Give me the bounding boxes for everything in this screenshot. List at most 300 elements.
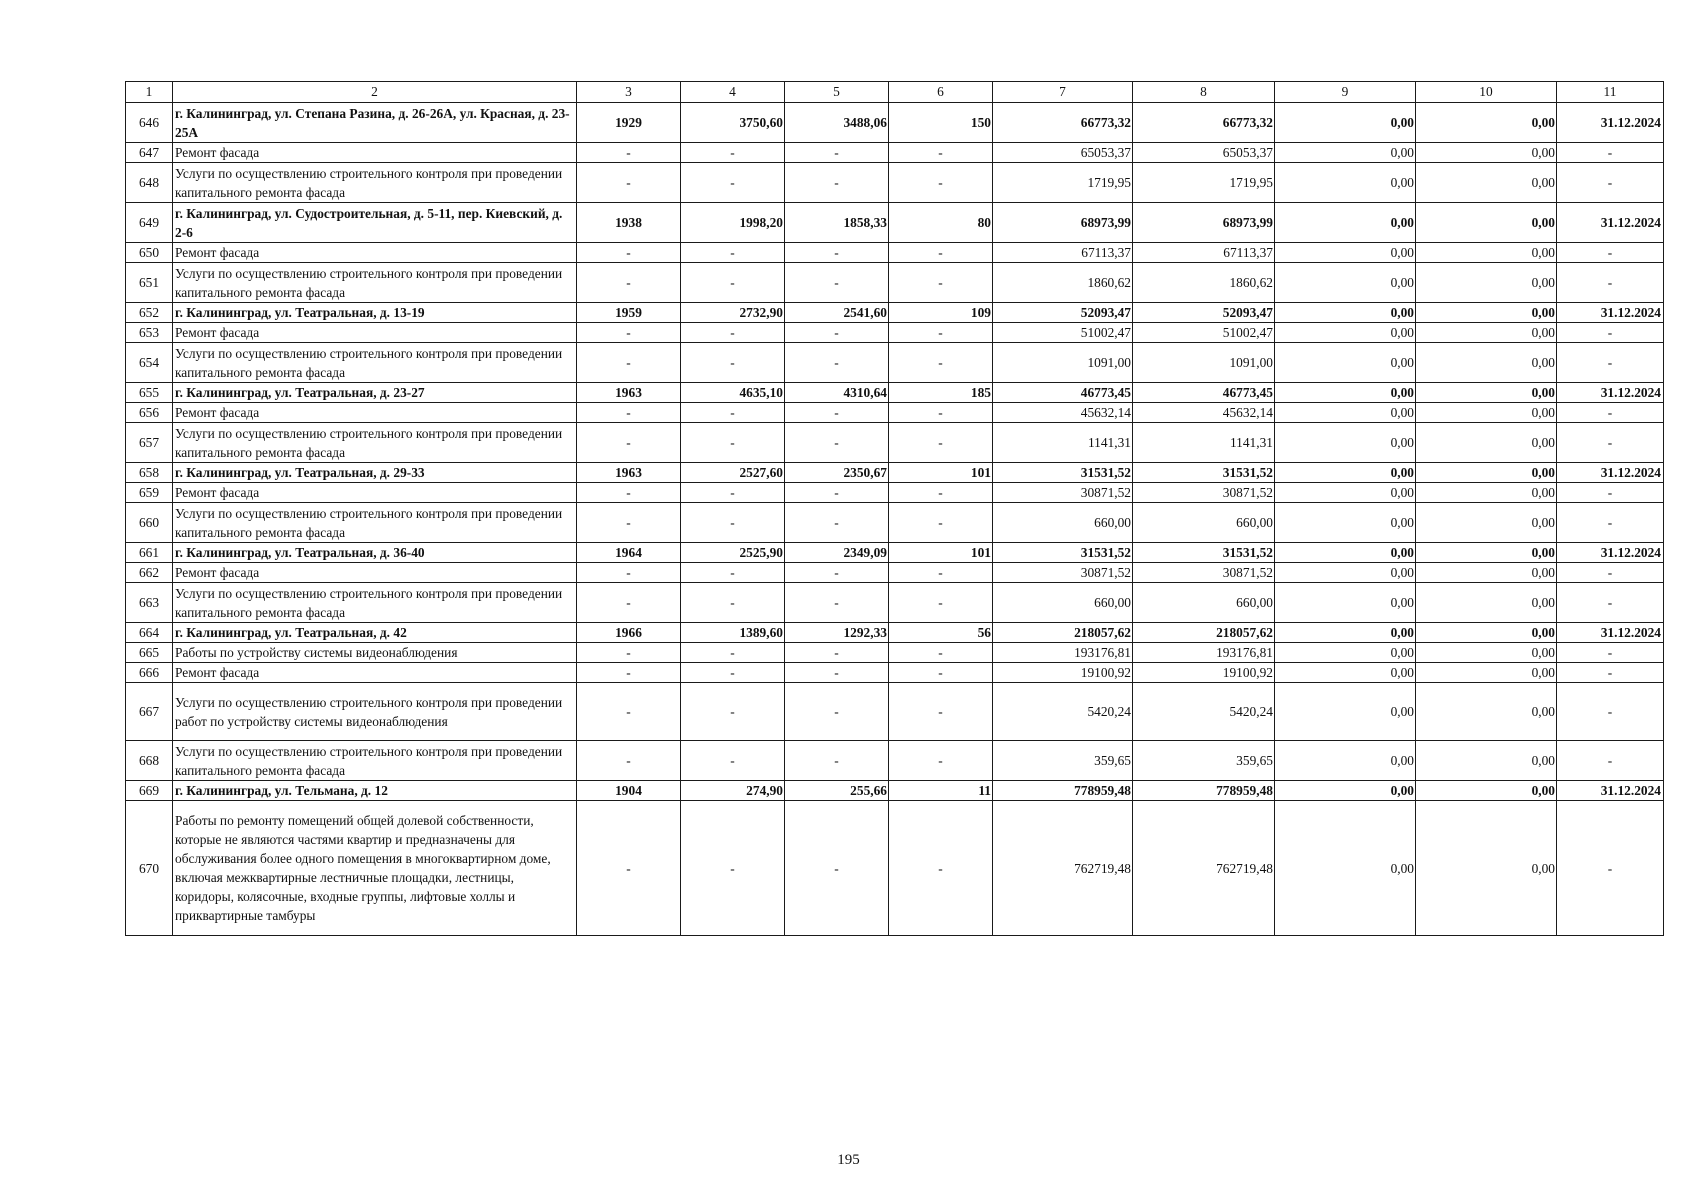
value-cell: 762719,48: [1133, 801, 1275, 936]
address-cell: г. Калининград, ул. Театральная, д. 13-19: [173, 303, 577, 323]
build-year-cell: 1963: [577, 463, 681, 483]
value-cell: 1719,95: [993, 163, 1133, 203]
table-row-work: [126, 343, 1664, 383]
build-year-cell: -: [577, 583, 681, 623]
value-cell: 0,00: [1275, 643, 1416, 663]
completion-date-cell: 31.12.2024: [1557, 103, 1664, 143]
value-cell: -: [785, 143, 889, 163]
build-year-cell: 1929: [577, 103, 681, 143]
value-cell: 1141,31: [1133, 423, 1275, 463]
completion-date-cell: 31.12.2024: [1557, 383, 1664, 403]
row-number-cell: 647: [126, 143, 173, 163]
value-cell: -: [681, 563, 785, 583]
value-cell: 31531,52: [993, 463, 1133, 483]
work-description-cell: Ремонт фасада: [173, 243, 577, 263]
value-cell: -: [889, 643, 993, 663]
column-header: 3: [577, 82, 681, 103]
value-cell: 3750,60: [681, 103, 785, 143]
value-cell: 0,00: [1275, 143, 1416, 163]
value-cell: 4310,64: [785, 383, 889, 403]
value-cell: -: [889, 423, 993, 463]
build-year-cell: 1966: [577, 623, 681, 643]
value-cell: -: [681, 741, 785, 781]
column-header: 10: [1416, 82, 1557, 103]
value-cell: 150: [889, 103, 993, 143]
table-row-work: [126, 263, 1664, 303]
completion-date-cell: -: [1557, 403, 1664, 423]
value-cell: -: [785, 403, 889, 423]
value-cell: 0,00: [1416, 781, 1557, 801]
completion-date-cell: -: [1557, 483, 1664, 503]
value-cell: -: [785, 503, 889, 543]
work-description-cell: Ремонт фасада: [173, 323, 577, 343]
value-cell: 30871,52: [993, 563, 1133, 583]
value-cell: -: [889, 683, 993, 741]
row-number-cell: 651: [126, 263, 173, 303]
value-cell: -: [681, 683, 785, 741]
value-cell: -: [785, 643, 889, 663]
value-cell: 2732,90: [681, 303, 785, 323]
table-row-address: [126, 781, 1664, 801]
value-cell: -: [785, 163, 889, 203]
value-cell: 109: [889, 303, 993, 323]
row-number-cell: 662: [126, 563, 173, 583]
value-cell: 0,00: [1416, 263, 1557, 303]
work-description-cell: Ремонт фасада: [173, 483, 577, 503]
value-cell: 0,00: [1275, 423, 1416, 463]
value-cell: -: [681, 663, 785, 683]
value-cell: -: [785, 323, 889, 343]
value-cell: 45632,14: [993, 403, 1133, 423]
column-header: 11: [1557, 82, 1664, 103]
value-cell: 1292,33: [785, 623, 889, 643]
value-cell: -: [681, 423, 785, 463]
value-cell: 0,00: [1275, 463, 1416, 483]
value-cell: 67113,37: [1133, 243, 1275, 263]
value-cell: -: [889, 503, 993, 543]
table-row-work: [126, 143, 1664, 163]
value-cell: -: [785, 343, 889, 383]
build-year-cell: -: [577, 483, 681, 503]
value-cell: 1998,20: [681, 203, 785, 243]
column-number-header-row: [126, 82, 1664, 103]
work-description-cell: Ремонт фасада: [173, 563, 577, 583]
build-year-cell: -: [577, 663, 681, 683]
value-cell: 19100,92: [993, 663, 1133, 683]
table-row-work: [126, 423, 1664, 463]
table-row-work: [126, 243, 1664, 263]
column-header: 2: [173, 82, 577, 103]
value-cell: 46773,45: [1133, 383, 1275, 403]
value-cell: 65053,37: [1133, 143, 1275, 163]
value-cell: -: [681, 343, 785, 383]
row-number-cell: 663: [126, 583, 173, 623]
value-cell: -: [889, 163, 993, 203]
value-cell: 660,00: [993, 503, 1133, 543]
value-cell: 0,00: [1416, 643, 1557, 663]
column-header: 7: [993, 82, 1133, 103]
completion-date-cell: -: [1557, 263, 1664, 303]
build-year-cell: -: [577, 403, 681, 423]
value-cell: 66773,32: [993, 103, 1133, 143]
value-cell: -: [889, 563, 993, 583]
work-description-cell: Услуги по осуществлению строительного контроля при проведении капитального ремонта фасада: [173, 503, 577, 543]
value-cell: 0,00: [1416, 503, 1557, 543]
build-year-cell: 1959: [577, 303, 681, 323]
value-cell: 255,66: [785, 781, 889, 801]
work-description-cell: Ремонт фасада: [173, 143, 577, 163]
completion-date-cell: -: [1557, 643, 1664, 663]
value-cell: 80: [889, 203, 993, 243]
value-cell: 0,00: [1416, 623, 1557, 643]
row-number-cell: 666: [126, 663, 173, 683]
value-cell: 0,00: [1416, 303, 1557, 323]
build-year-cell: 1938: [577, 203, 681, 243]
row-number-cell: 664: [126, 623, 173, 643]
value-cell: 0,00: [1416, 243, 1557, 263]
value-cell: 660,00: [1133, 503, 1275, 543]
row-number-cell: 667: [126, 683, 173, 741]
value-cell: 31531,52: [1133, 463, 1275, 483]
table-row-work: [126, 663, 1664, 683]
value-cell: 0,00: [1416, 423, 1557, 463]
value-cell: -: [681, 403, 785, 423]
table-row-work: [126, 403, 1664, 423]
row-number-cell: 650: [126, 243, 173, 263]
value-cell: 11: [889, 781, 993, 801]
value-cell: -: [681, 583, 785, 623]
value-cell: 68973,99: [993, 203, 1133, 243]
row-number-cell: 670: [126, 801, 173, 936]
column-header: 9: [1275, 82, 1416, 103]
value-cell: 52093,47: [993, 303, 1133, 323]
value-cell: 0,00: [1416, 583, 1557, 623]
value-cell: 0,00: [1416, 463, 1557, 483]
value-cell: -: [681, 643, 785, 663]
value-cell: 68973,99: [1133, 203, 1275, 243]
value-cell: 778959,48: [1133, 781, 1275, 801]
completion-date-cell: -: [1557, 143, 1664, 163]
value-cell: 0,00: [1416, 801, 1557, 936]
completion-date-cell: 31.12.2024: [1557, 623, 1664, 643]
value-cell: 193176,81: [1133, 643, 1275, 663]
value-cell: 1091,00: [993, 343, 1133, 383]
value-cell: 1860,62: [1133, 263, 1275, 303]
value-cell: 0,00: [1416, 163, 1557, 203]
value-cell: 101: [889, 543, 993, 563]
value-cell: 3488,06: [785, 103, 889, 143]
value-cell: 0,00: [1275, 163, 1416, 203]
value-cell: 0,00: [1275, 323, 1416, 343]
value-cell: 0,00: [1275, 801, 1416, 936]
value-cell: 30871,52: [1133, 483, 1275, 503]
value-cell: -: [681, 163, 785, 203]
value-cell: -: [785, 483, 889, 503]
value-cell: 0,00: [1416, 543, 1557, 563]
table-row-work: [126, 563, 1664, 583]
build-year-cell: -: [577, 643, 681, 663]
page-number: 195: [837, 1152, 860, 1168]
value-cell: -: [681, 143, 785, 163]
table-row-work: [126, 483, 1664, 503]
address-cell: г. Калининград, ул. Тельмана, д. 12: [173, 781, 577, 801]
build-year-cell: -: [577, 143, 681, 163]
address-cell: г. Калининград, ул. Судостроительная, д. 5-11, пер. Киевский, д. 2-6: [173, 203, 577, 243]
row-number-cell: 646: [126, 103, 173, 143]
table-row-work: [126, 583, 1664, 623]
build-year-cell: -: [577, 163, 681, 203]
work-description-cell: Ремонт фасада: [173, 403, 577, 423]
completion-date-cell: 31.12.2024: [1557, 203, 1664, 243]
value-cell: 2525,90: [681, 543, 785, 563]
value-cell: -: [681, 801, 785, 936]
table-row-work: [126, 163, 1664, 203]
value-cell: 1389,60: [681, 623, 785, 643]
value-cell: 2350,67: [785, 463, 889, 483]
completion-date-cell: -: [1557, 801, 1664, 936]
table-row-address: [126, 543, 1664, 563]
table-row-work: [126, 323, 1664, 343]
work-description-cell: Ремонт фасада: [173, 663, 577, 683]
completion-date-cell: -: [1557, 741, 1664, 781]
value-cell: 0,00: [1275, 403, 1416, 423]
address-cell: г. Калининград, ул. Театральная, д. 23-27: [173, 383, 577, 403]
row-number-cell: 657: [126, 423, 173, 463]
value-cell: 51002,47: [993, 323, 1133, 343]
build-year-cell: -: [577, 323, 681, 343]
table-row-work: [126, 643, 1664, 663]
table-row-work: [126, 801, 1664, 936]
build-year-cell: -: [577, 741, 681, 781]
value-cell: -: [889, 741, 993, 781]
value-cell: 0,00: [1416, 143, 1557, 163]
completion-date-cell: -: [1557, 503, 1664, 543]
value-cell: 0,00: [1275, 343, 1416, 383]
value-cell: 193176,81: [993, 643, 1133, 663]
value-cell: 778959,48: [993, 781, 1133, 801]
register-table-container: [125, 81, 1663, 936]
row-number-cell: 652: [126, 303, 173, 323]
value-cell: 0,00: [1416, 403, 1557, 423]
value-cell: -: [889, 263, 993, 303]
value-cell: -: [785, 741, 889, 781]
value-cell: 0,00: [1275, 623, 1416, 643]
value-cell: 660,00: [1133, 583, 1275, 623]
work-description-cell: Услуги по осуществлению строительного контроля при проведении работ по устройству системы видеонаблюдения: [173, 683, 577, 741]
table-row-address: [126, 303, 1664, 323]
column-header: 5: [785, 82, 889, 103]
work-description-cell: Услуги по осуществлению строительного контроля при проведении капитального ремонта фасада: [173, 263, 577, 303]
value-cell: 1719,95: [1133, 163, 1275, 203]
completion-date-cell: 31.12.2024: [1557, 463, 1664, 483]
build-year-cell: -: [577, 343, 681, 383]
work-description-cell: Услуги по осуществлению строительного контроля при проведении капитального ремонта фасада: [173, 423, 577, 463]
completion-date-cell: -: [1557, 243, 1664, 263]
address-cell: г. Калининград, ул. Степана Разина, д. 26-26А, ул. Красная, д. 23-25А: [173, 103, 577, 143]
completion-date-cell: -: [1557, 583, 1664, 623]
row-number-cell: 669: [126, 781, 173, 801]
value-cell: 2349,09: [785, 543, 889, 563]
table-row-address: [126, 383, 1664, 403]
value-cell: 0,00: [1275, 383, 1416, 403]
value-cell: -: [889, 663, 993, 683]
value-cell: -: [785, 423, 889, 463]
build-year-cell: -: [577, 683, 681, 741]
row-number-cell: 653: [126, 323, 173, 343]
completion-date-cell: -: [1557, 323, 1664, 343]
build-year-cell: -: [577, 801, 681, 936]
value-cell: 1141,31: [993, 423, 1133, 463]
value-cell: 218057,62: [993, 623, 1133, 643]
build-year-cell: -: [577, 243, 681, 263]
register-table: [125, 81, 1664, 936]
value-cell: 0,00: [1416, 563, 1557, 583]
table-row-work: [126, 741, 1664, 781]
value-cell: 19100,92: [1133, 663, 1275, 683]
completion-date-cell: 31.12.2024: [1557, 303, 1664, 323]
row-number-cell: 648: [126, 163, 173, 203]
value-cell: -: [681, 243, 785, 263]
value-cell: 45632,14: [1133, 403, 1275, 423]
value-cell: -: [785, 243, 889, 263]
value-cell: 0,00: [1275, 781, 1416, 801]
completion-date-cell: 31.12.2024: [1557, 543, 1664, 563]
build-year-cell: 1963: [577, 383, 681, 403]
row-number-cell: 649: [126, 203, 173, 243]
value-cell: -: [889, 801, 993, 936]
value-cell: -: [681, 503, 785, 543]
value-cell: 51002,47: [1133, 323, 1275, 343]
value-cell: 0,00: [1275, 563, 1416, 583]
row-number-cell: 668: [126, 741, 173, 781]
address-cell: г. Калининград, ул. Театральная, д. 29-33: [173, 463, 577, 483]
value-cell: 660,00: [993, 583, 1133, 623]
work-description-cell: Работы по ремонту помещений общей долевой собственности, которые не являются частями квартир и предназначены для обслуживания более одного помещения в многоквартирном доме, включая межквартирные лестничные площадки, лестницы, коридоры, колясочные, входные группы, лифтовые холлы и приквартирные тамбуры: [173, 801, 577, 936]
completion-date-cell: -: [1557, 343, 1664, 383]
table-row-address: [126, 103, 1664, 143]
table-row-work: [126, 503, 1664, 543]
value-cell: 30871,52: [1133, 563, 1275, 583]
value-cell: 0,00: [1416, 203, 1557, 243]
value-cell: 0,00: [1275, 103, 1416, 143]
work-description-cell: Услуги по осуществлению строительного контроля при проведении капитального ремонта фасада: [173, 583, 577, 623]
completion-date-cell: -: [1557, 683, 1664, 741]
value-cell: 0,00: [1275, 543, 1416, 563]
value-cell: 0,00: [1275, 663, 1416, 683]
row-number-cell: 660: [126, 503, 173, 543]
value-cell: 66773,32: [1133, 103, 1275, 143]
completion-date-cell: -: [1557, 663, 1664, 683]
build-year-cell: -: [577, 563, 681, 583]
row-number-cell: 656: [126, 403, 173, 423]
value-cell: -: [889, 343, 993, 383]
value-cell: 1860,62: [993, 263, 1133, 303]
row-number-cell: 655: [126, 383, 173, 403]
value-cell: 0,00: [1275, 243, 1416, 263]
table-row-address: [126, 623, 1664, 643]
build-year-cell: 1964: [577, 543, 681, 563]
value-cell: -: [681, 323, 785, 343]
work-description-cell: Услуги по осуществлению строительного контроля при проведении капитального ремонта фасада: [173, 741, 577, 781]
value-cell: 0,00: [1275, 263, 1416, 303]
row-number-cell: 659: [126, 483, 173, 503]
value-cell: 1858,33: [785, 203, 889, 243]
value-cell: 0,00: [1275, 583, 1416, 623]
value-cell: -: [785, 263, 889, 303]
value-cell: 0,00: [1416, 483, 1557, 503]
value-cell: 0,00: [1275, 483, 1416, 503]
address-cell: г. Калининград, ул. Театральная, д. 42: [173, 623, 577, 643]
value-cell: 218057,62: [1133, 623, 1275, 643]
value-cell: 31531,52: [1133, 543, 1275, 563]
row-number-cell: 665: [126, 643, 173, 663]
value-cell: 2527,60: [681, 463, 785, 483]
value-cell: -: [785, 583, 889, 623]
value-cell: 0,00: [1275, 303, 1416, 323]
value-cell: 67113,37: [993, 243, 1133, 263]
value-cell: 0,00: [1275, 503, 1416, 543]
value-cell: 52093,47: [1133, 303, 1275, 323]
table-row-address: [126, 203, 1664, 243]
column-header: 4: [681, 82, 785, 103]
completion-date-cell: 31.12.2024: [1557, 781, 1664, 801]
table-row-work: [126, 683, 1664, 741]
value-cell: -: [681, 263, 785, 303]
value-cell: 46773,45: [993, 383, 1133, 403]
value-cell: 274,90: [681, 781, 785, 801]
row-number-cell: 661: [126, 543, 173, 563]
row-number-cell: 658: [126, 463, 173, 483]
value-cell: -: [889, 243, 993, 263]
row-number-cell: 654: [126, 343, 173, 383]
value-cell: -: [889, 483, 993, 503]
value-cell: 1091,00: [1133, 343, 1275, 383]
value-cell: -: [785, 563, 889, 583]
work-description-cell: Услуги по осуществлению строительного контроля при проведении капитального ремонта фасада: [173, 343, 577, 383]
value-cell: 2541,60: [785, 303, 889, 323]
value-cell: -: [889, 583, 993, 623]
value-cell: -: [681, 483, 785, 503]
build-year-cell: -: [577, 263, 681, 303]
value-cell: 101: [889, 463, 993, 483]
value-cell: 0,00: [1416, 323, 1557, 343]
value-cell: -: [785, 801, 889, 936]
value-cell: 56: [889, 623, 993, 643]
value-cell: 30871,52: [993, 483, 1133, 503]
value-cell: 5420,24: [1133, 683, 1275, 741]
build-year-cell: -: [577, 423, 681, 463]
value-cell: 5420,24: [993, 683, 1133, 741]
work-description-cell: Работы по устройству системы видеонаблюдения: [173, 643, 577, 663]
value-cell: 185: [889, 383, 993, 403]
value-cell: 65053,37: [993, 143, 1133, 163]
value-cell: -: [889, 143, 993, 163]
value-cell: 762719,48: [993, 801, 1133, 936]
value-cell: 359,65: [1133, 741, 1275, 781]
value-cell: -: [889, 403, 993, 423]
value-cell: -: [889, 323, 993, 343]
value-cell: 0,00: [1275, 741, 1416, 781]
value-cell: -: [785, 683, 889, 741]
address-cell: г. Калининград, ул. Театральная, д. 36-40: [173, 543, 577, 563]
value-cell: -: [785, 663, 889, 683]
value-cell: 0,00: [1416, 663, 1557, 683]
column-header: 6: [889, 82, 993, 103]
completion-date-cell: -: [1557, 163, 1664, 203]
table-row-address: [126, 463, 1664, 483]
value-cell: 0,00: [1416, 741, 1557, 781]
completion-date-cell: -: [1557, 423, 1664, 463]
